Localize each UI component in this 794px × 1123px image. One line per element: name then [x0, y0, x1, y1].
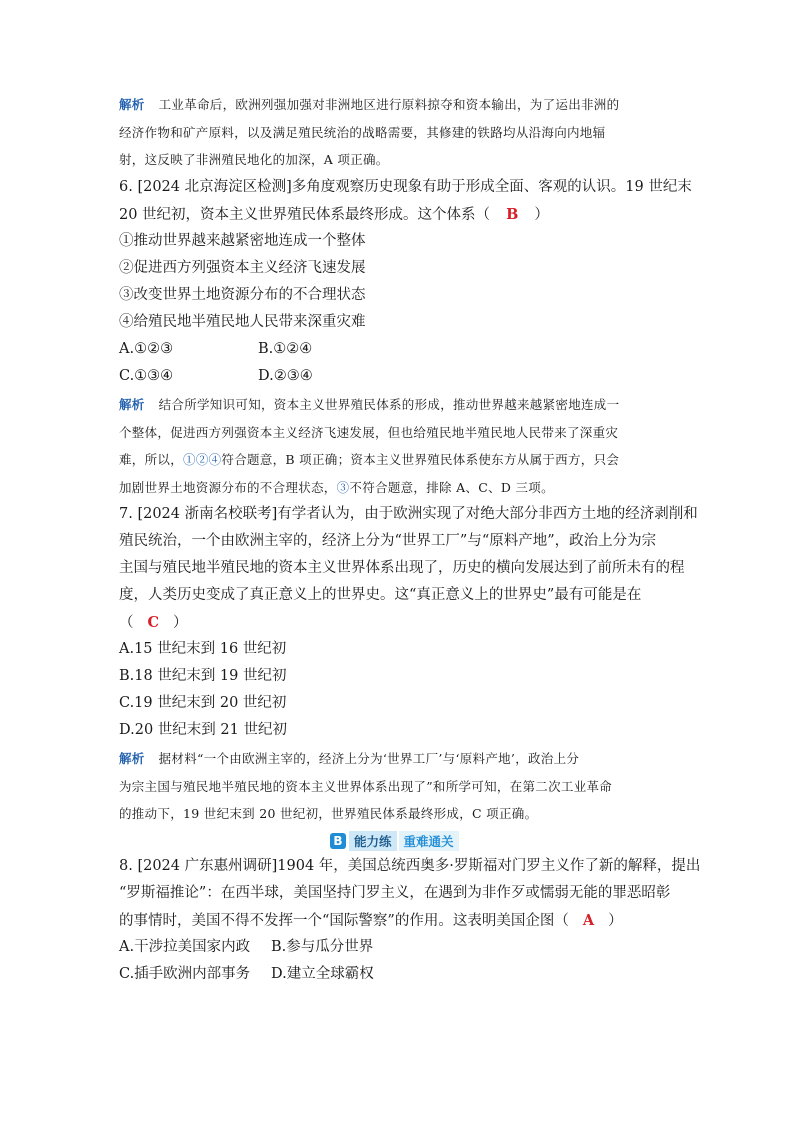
statement-item: ④给殖民地半殖民地人民带来深重灾难 [119, 314, 366, 330]
answer-mark: B [506, 206, 519, 223]
explanation-line: 解析 工业革命后，欧洲列强加强对非洲地区进行原料掠夺和资本输出，为了运出非洲的 [119, 97, 620, 112]
statement-item: ①推动世界越来越紧密地连成一个整体 [119, 233, 366, 249]
option-c: C.插手欧洲内部事务 [119, 966, 251, 982]
options-row [119, 934, 679, 961]
highlighted-choice: ③ [336, 479, 350, 495]
section-letter-icon: B [330, 833, 346, 849]
option-a: A.15 世纪末到 16 世纪初 [119, 641, 287, 657]
explanation-line: 的推动下，19 世纪末到 20 世纪初，世界殖民体系最终形成，C 项正确。 [119, 806, 538, 821]
question-stem-line: 殖民统治，一个由欧洲主宰的，经济上分为“世界工厂”与“原料产地”，政治上分为宗 [119, 533, 657, 549]
highlighted-choice: ①②④ [183, 452, 222, 467]
answer-mark: A [582, 912, 595, 929]
explanation-line: 难，所以，①②④符合题意，B 项正确；资本主义世界殖民体系使东方从属于西方，只会 [119, 452, 620, 467]
question-stem-line: 的事情时，美国不得不发挥一个“国际警察”的作用。这表明美国企图（ A ） [119, 912, 623, 929]
question-7 [119, 501, 698, 744]
statement-item: ②促进西方列强资本主义经济飞速发展 [119, 260, 366, 276]
option-b: B.参与瓜分世界 [271, 939, 374, 955]
question-6 [119, 174, 692, 390]
explanation-line: 解析 据材料“一个由欧洲主宰的，经济上分为‘世界工厂’与‘原料产地’，政治上分 [119, 751, 580, 766]
question-stem-line: 20 世纪初，资本主义世界殖民体系最终形成。这个体系（ B ） [119, 206, 549, 223]
section-subtitle: 重难通关 [399, 831, 459, 851]
option-c: C.19 世纪末到 20 世纪初 [119, 695, 287, 711]
explanation-q7 [119, 745, 679, 828]
answer-mark: C [147, 614, 160, 631]
answer-line: （ C ） [119, 614, 188, 631]
explanation-line: 个整体，促进西方列强资本主义经济飞速发展，但也给殖民地半殖民地人民带来了深重灾 [119, 424, 619, 440]
options-row [119, 336, 679, 363]
section-banner [330, 831, 459, 851]
question-stem-line: 度，人类历史变成了真正意义上的世界史。这“真正意义上的世界史”最有可能是在 [119, 587, 642, 603]
explanation-line: 射，这反映了非洲殖民地化的加深，A 项正确。 [119, 152, 389, 167]
option-a: A.①②③ [119, 341, 174, 357]
option-c: C.①③④ [119, 368, 174, 384]
question-8 [119, 853, 701, 988]
explanation-line: 为宗主国与殖民地半殖民地的资本主义世界体系出现了”和所学可知，在第二次工业革命 [119, 778, 613, 794]
question-stem-line: 7. [2024 浙南名校联考]有学者认为，由于欧洲实现了对绝大部分非西方土地的经济剥削和 [119, 506, 698, 522]
explanation-label: 解析 [119, 397, 145, 412]
explanation-line: 经济作物和矿产原料，以及满足殖民统治的战略需要，其修建的铁路均从沿海向内地辐 [119, 124, 606, 140]
option-a: A.干涉拉美国家内政 [119, 939, 251, 955]
section-title: 能力练 [349, 831, 397, 851]
explanation-line: 加剧世界土地资源分布的不合理状态，③不符合题意，排除 A、C、D 三项。 [119, 479, 554, 495]
statement-item: ③改变世界土地资源分布的不合理状态 [119, 287, 366, 303]
explanation-label: 解析 [119, 97, 145, 112]
question-stem-line: 主国与殖民地半殖民地的资本主义世界体系出现了，历史的横向发展达到了前所未有的程 [119, 560, 685, 576]
explanation-q5 [119, 91, 679, 174]
question-stem-line: “罗斯福推论”：在西半球，美国坚持门罗主义，在遇到为非作歹或懦弱无能的罪恶昭彰 [119, 885, 671, 901]
option-b: B.18 世纪末到 19 世纪初 [119, 668, 287, 684]
option-d: D.20 世纪末到 21 世纪初 [119, 722, 287, 738]
explanation-q6 [119, 391, 679, 501]
options-row [119, 961, 679, 988]
options-row [119, 363, 679, 390]
explanation-label: 解析 [119, 751, 145, 766]
option-d: D.建立全球霸权 [271, 966, 374, 982]
question-stem-line: 8. [2024 广东惠州调研]1904 年，美国总统西奥多·罗斯福对门罗主义作了新的解释，提出 [119, 858, 701, 874]
explanation-line: 解析 结合所学知识可知，资本主义世界殖民体系的形成，推动世界越来越紧密地连成一 [119, 397, 620, 412]
question-stem-line: 6. [2024 北京海淀区检测]多角度观察历史现象有助于形成全面、客观的认识。19 世纪末 [119, 179, 692, 195]
option-b: B.①②④ [258, 341, 313, 357]
option-d: D.②③④ [258, 368, 313, 384]
